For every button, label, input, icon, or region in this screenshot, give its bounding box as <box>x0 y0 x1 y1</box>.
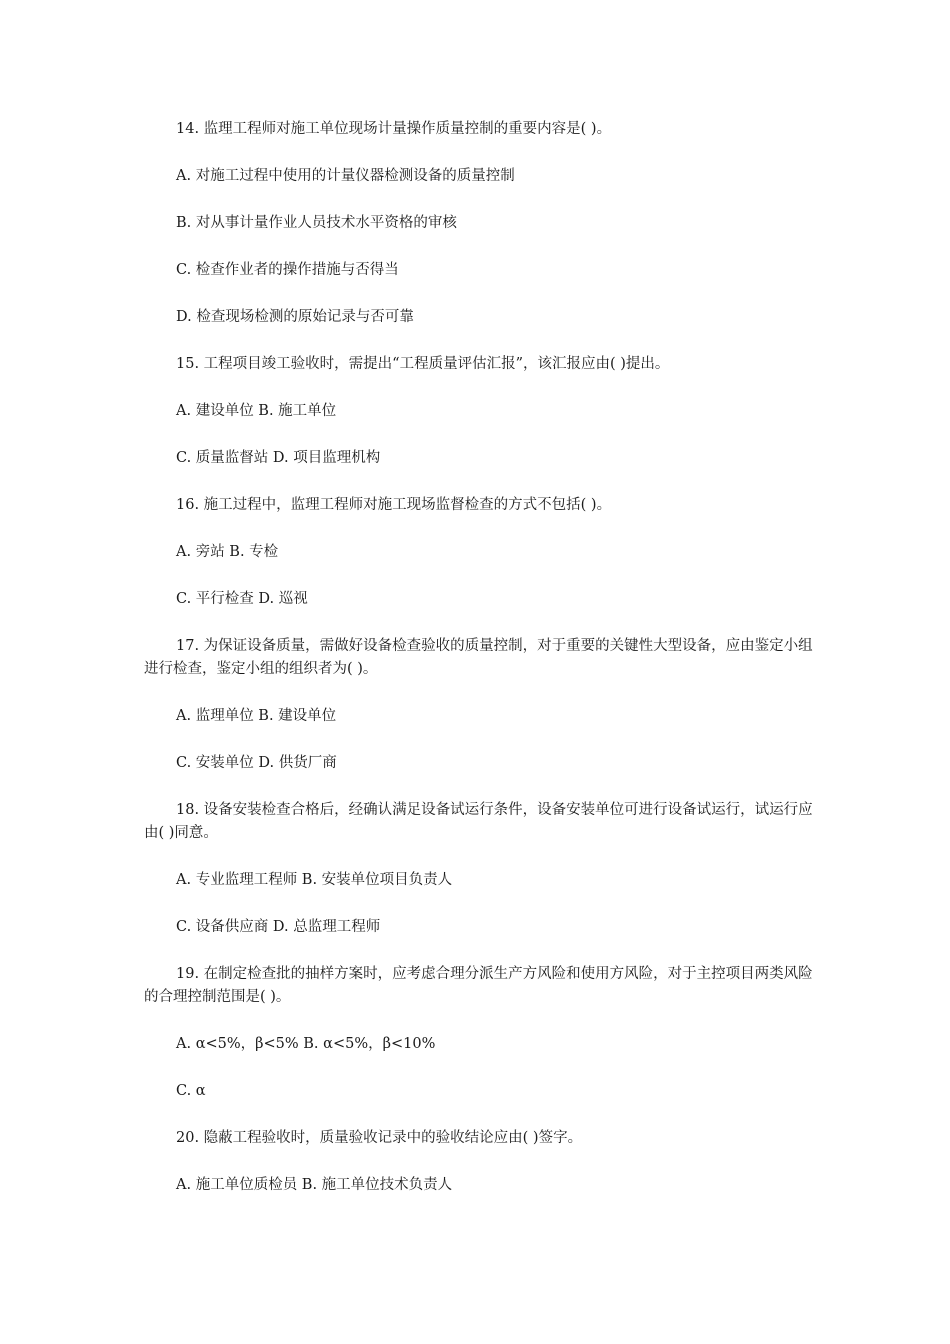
question-14-option-b: B. 对从事计量作业人员技术水平资格的审核 <box>176 215 457 231</box>
question-16-options-ab: A. 旁站 B. 专检 <box>176 544 279 560</box>
question-15-options-ab: A. 建设单位 B. 施工单位 <box>176 403 337 419</box>
question-20-options-ab: A. 施工单位质检员 B. 施工单位技术负责人 <box>176 1177 453 1193</box>
question-17: 17. 为保证设备质量，需做好设备检查验收的质量控制，对于重要的关键性大型设备，应由鉴定小组进行检查，鉴定小组的组织者为( )。 <box>144 638 813 677</box>
question-19-options-ab: A. α<5%，β<5% B. α<5%，β<10% <box>176 1036 436 1052</box>
document-body <box>144 118 814 1197</box>
question-18-options-cd: C. 设备供应商 D. 总监理工程师 <box>176 919 381 935</box>
question-18: 18. 设备安装检查合格后，经确认满足设备试运行条件，设备安装单位可进行设备试运行，试运行应由( )同意。 <box>144 802 813 841</box>
question-19: 19. 在制定检查批的抽样方案时，应考虑合理分派生产方风险和使用方风险，对于主控项目两类风险的合理控制范围是( )。 <box>144 966 813 1005</box>
question-14-option-a: A. 对施工过程中使用的计量仪器检测设备的质量控制 <box>176 168 515 184</box>
question-16-options-cd: C. 平行检查 D. 巡视 <box>176 591 308 607</box>
question-20: 20. 隐蔽工程验收时，质量验收记录中的验收结论应由( )签字。 <box>176 1130 583 1146</box>
question-14-option-c: C. 检查作业者的操作措施与否得当 <box>176 262 399 278</box>
question-15: 15. 工程项目竣工验收时，需提出“工程质量评估汇报”，该汇报应由( )提出。 <box>176 356 670 372</box>
question-14: 14. 监理工程师对施工单位现场计量操作质量控制的重要内容是( )。 <box>176 121 612 137</box>
question-17-options-cd: C. 安装单位 D. 供货厂商 <box>176 755 337 771</box>
question-16: 16. 施工过程中，监理工程师对施工现场监督检查的方式不包括( )。 <box>176 497 612 513</box>
question-14-option-d: D. 检查现场检测的原始记录与否可靠 <box>176 309 414 325</box>
question-17-options-ab: A. 监理单位 B. 建设单位 <box>176 708 337 724</box>
question-15-options-cd: C. 质量监督站 D. 项目监理机构 <box>176 450 381 466</box>
question-18-options-ab: A. 专业监理工程师 B. 安装单位项目负责人 <box>176 872 453 888</box>
question-19-option-c: C. α <box>176 1083 206 1099</box>
